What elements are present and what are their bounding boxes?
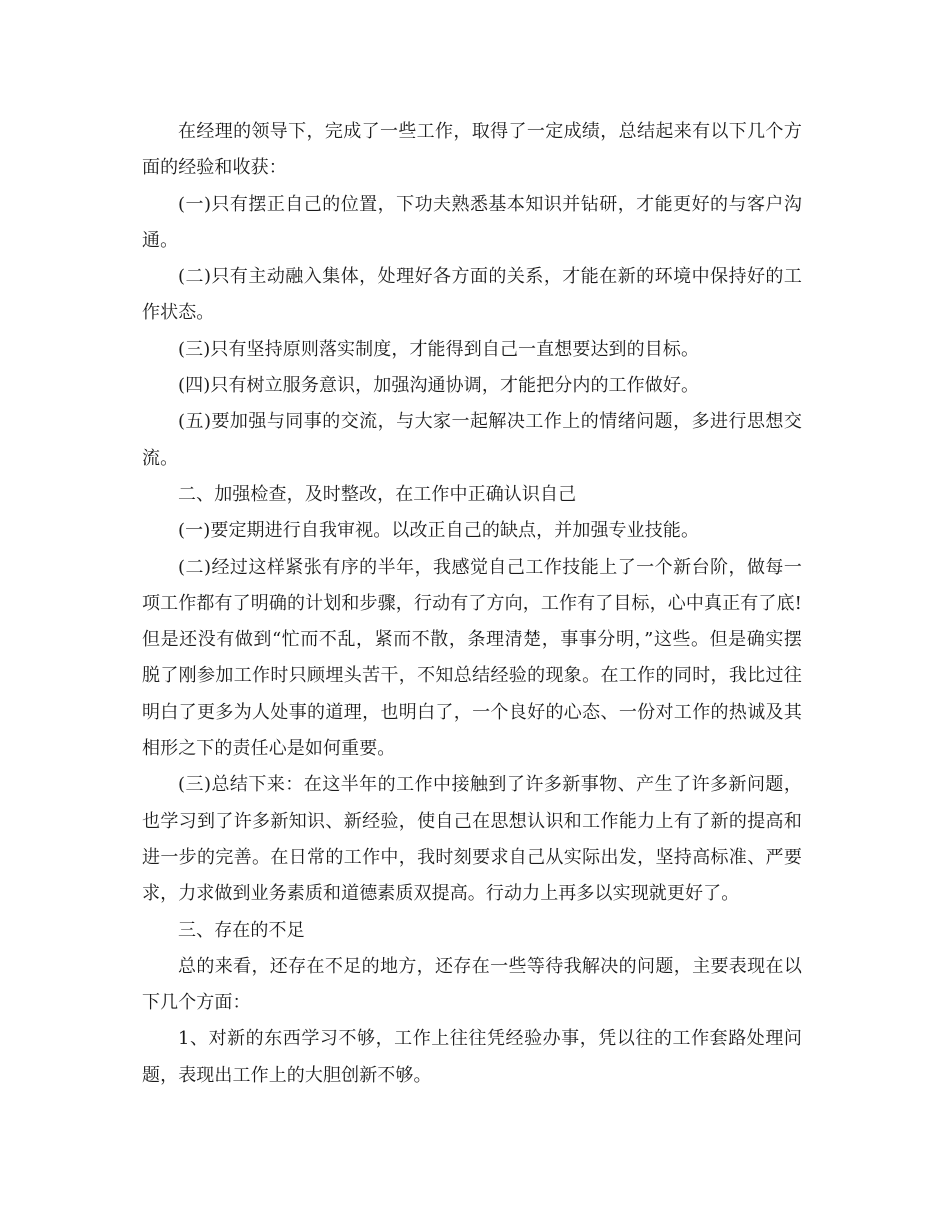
paragraph-item-1: (一)只有摆正自己的位置，下功夫熟悉基本知识并钻研，才能更好的与客户沟通。 (142, 193, 802, 251)
section-heading-2: 二、加强检查，及时整改，在工作中正确认识自己 (178, 483, 577, 505)
paragraph-item-3: (三)只有坚持原则落实制度，才能得到自己一直想要达到的目标。 (178, 338, 700, 360)
paragraph-section2-item-3: (三)总结下来：在这半年的工作中接触到了许多新事物、产生了许多新问题，也学习到了许多新知识、新经验，使自己在思想认识和工作能力上有了新的提高和进一步的完善。在日常的工作中，我时刻要求自己从实际出发，坚持高标准、严要求，力求做到业务素质和道德素质双提高。行动力上再多以实现就更好了。 (142, 774, 802, 905)
paragraph-section3-intro: 总的来看，还存在不足的地方，还存在一些等待我解决的问题，主要表现在以下几个方面： (142, 955, 802, 1014)
paragraph-item-5: (五)要加强与同事的交流，与大家一起解决工作上的情绪问题，多进行思想交流。 (142, 411, 802, 469)
paragraph-intro: 在经理的领导下，完成了一些工作，取得了一定成绩，总结起来有以下几个方面的经验和收获： (142, 121, 802, 179)
paragraph-section2-item-1: (一)要定期进行自我审视。以改正自己的缺点，并加强专业技能。 (178, 520, 700, 542)
section-heading-3: 三、存在的不足 (178, 919, 305, 941)
paragraph-section3-item-1: 1、对新的东西学习不够，工作上往往凭经验办事，凭以往的工作套路处理问题，表现出工作上的大胆创新不够。 (142, 1028, 802, 1086)
paragraph-item-2: (二)只有主动融入集体，处理好各方面的关系，才能在新的环境中保持好的工作状态。 (142, 266, 802, 324)
paragraph-item-4: (四)只有树立服务意识，加强沟通协调，才能把分内的工作做好。 (178, 375, 700, 397)
document-body (142, 114, 802, 1094)
paragraph-section2-item-2: (二)经过这样紧张有序的半年，我感觉自己工作技能上了一个新台阶，做每一项工作都有了明确的计划和步骤，行动有了方向，工作有了目标，心中真正有了底!但是还没有做到“忙而不乱，紧而不散，条理清楚，事事分明，”这些。但是确实摆脱了刚参加工作时只顾埋头苦干，不知总结经验的现象。在工作的同时，我比过往明白了更多为人处事的道理，也明白了，一个良好的心态、一份对工作的热诚及其相形之下的责任心是如何重要。 (142, 556, 802, 760)
